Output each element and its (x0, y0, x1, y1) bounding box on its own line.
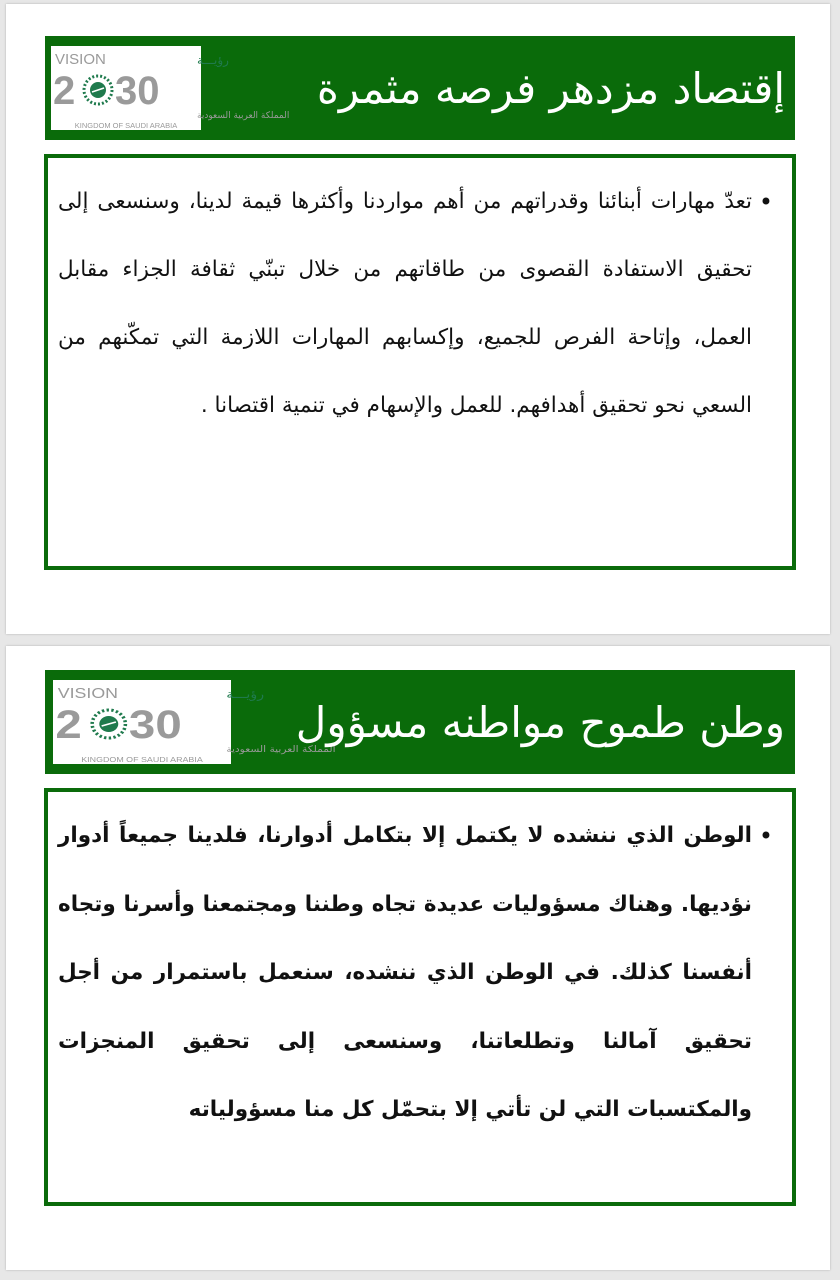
slide-card-economy (6, 4, 830, 634)
content-box (44, 788, 796, 1206)
bullet-icon: • (758, 188, 774, 216)
bullet-text: الوطن الذي ننشده لا يكتمل إلا بتكامل أدوارنا، فلدينا جميعاً أدوار نؤديها. وهناك مسؤوليات عديدة تجاه وطننا ومجتمعنا وأسرنا وتجاه أنفسنا كذلك. في الوطن الذي ننشده، سنعمل باستمرار من أجل تحقيق آمالنا وتطلعاتنا، وسنسعى إلى تحقيق المنجزات والمكتسبات التي لن تأتي إلا بتحمّل كل منا مسؤولياته (58, 823, 752, 1122)
bullet-item (58, 802, 780, 1145)
slide-card-nation (6, 646, 830, 1270)
logo-year-right: 30 (128, 702, 182, 748)
content-box (44, 154, 796, 570)
logo-kingdom-en: KINGDOM OF SAUDI ARABIA (74, 121, 178, 130)
logo-kingdom-ar: المملكة العربية السعودية (226, 744, 336, 755)
logo-year-left: 2 (53, 69, 76, 113)
logo-vision-en: VISION (55, 51, 106, 68)
vision-2030-logo (51, 46, 290, 130)
bullet-text: تعدّ مهارات أبنائنا وقدراتهم من أهم مواردنا وأكثرها قيمة لدينا، وسنسعى إلى تحقيق الاستفادة القصوى من طاقاتهم من خلال تبنّي ثقافة الجزاء مقابل العمل، وإتاحة الفرص للجميع، وإكسابهم المهارات اللازمة التي تمكّنهم من السعي نحو تحقيق أهدافهم. للعمل والإسهام في تنمية اقتصانا . (58, 189, 752, 418)
section-banner (45, 670, 795, 774)
logo-emblem-icon (92, 710, 125, 738)
logo-year-left: 2 (55, 702, 82, 748)
vision-2030-logo (53, 680, 336, 764)
section-title: وطن طموح مواطنه مسؤول (295, 697, 785, 747)
bullet-icon: • (758, 822, 774, 850)
logo-vision-en: VISION (57, 685, 119, 702)
logo-year-right: 30 (115, 69, 160, 113)
logo-emblem-icon (84, 76, 112, 104)
section-banner (45, 36, 795, 140)
logo-vision-ar: رؤيـــة (197, 53, 229, 67)
logo-kingdom-en: KINGDOM OF SAUDI ARABIA (81, 755, 203, 764)
logo-kingdom-ar: المملكة العربية السعودية (197, 111, 290, 121)
bullet-item (58, 168, 780, 440)
section-title: إقتصاد مزدهر فرصه مثمرة (316, 63, 785, 113)
logo-vision-ar: رؤيـــة (226, 687, 265, 702)
